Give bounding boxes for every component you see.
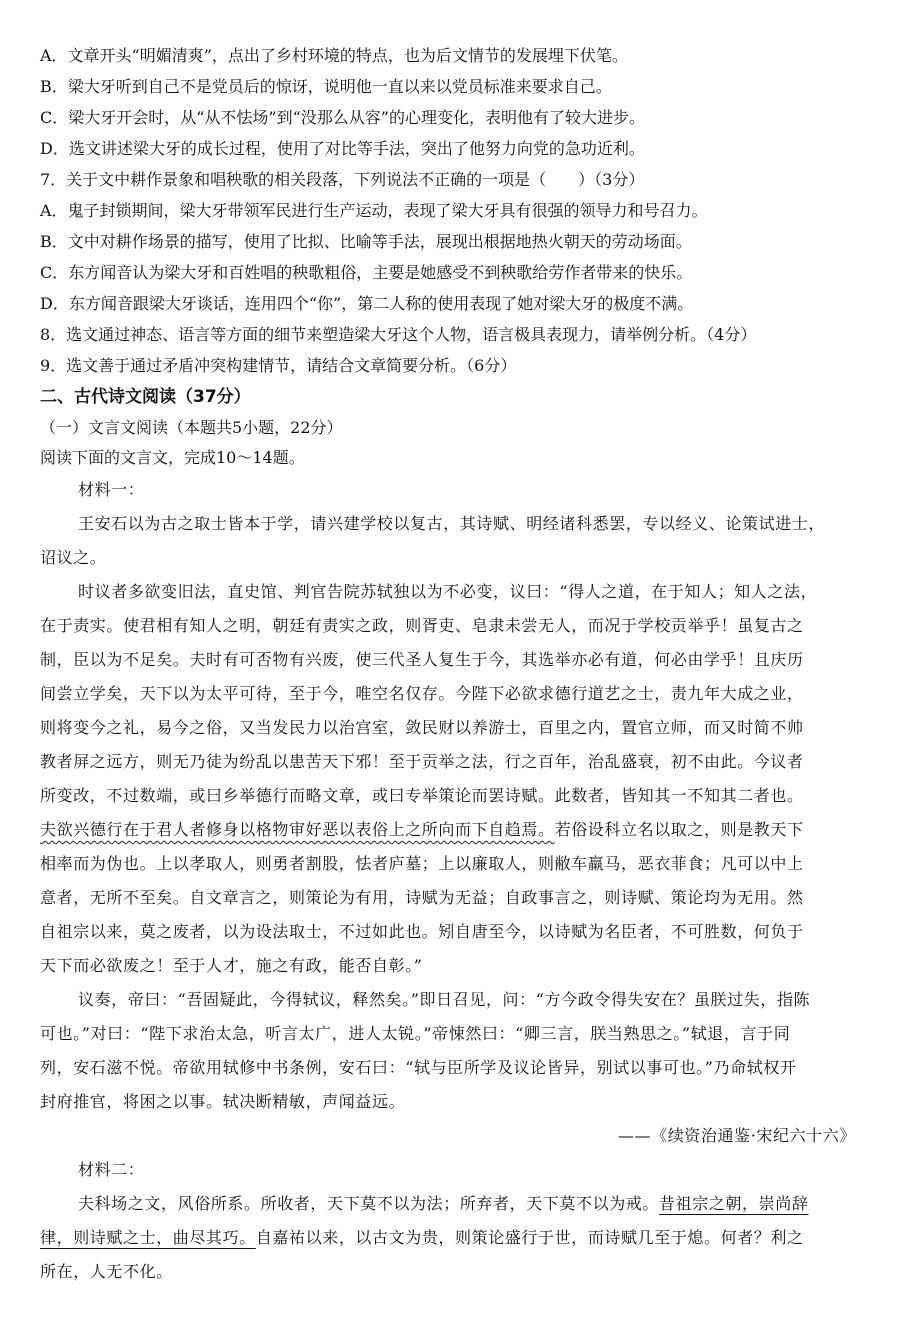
m2-line bbox=[40, 1187, 860, 1221]
m1-p2-wavy-line bbox=[40, 813, 860, 847]
m1-p3-line: 可也。”对曰：“陛下求治太急，听言太广，进人太锐。”帝悚然曰：“卿三言，朕当熟思之。”轼退，言于同 bbox=[40, 1024, 791, 1043]
section-2-title: 二、古代诗文阅读（37分） bbox=[40, 387, 251, 407]
q6-option-a: A．文章开头“明媚清爽”，点出了乡村环境的特点，也为后文情节的发展埋下伏笔。 bbox=[40, 46, 628, 65]
m2-line bbox=[40, 1221, 860, 1255]
q7-option-a: A．鬼子封锁期间，梁大牙带领军民进行生产运动，表现了梁大牙具有很强的领导力和号召力。 bbox=[40, 201, 708, 220]
question-8: 8．选文通过神态、语言等方面的细节来塑造梁大牙这个人物，语言极具表现力，请举例分析。（4分） bbox=[40, 325, 757, 344]
q6-option-c: C．梁大牙开会时，从“从不怯场”到“没那么从容”的心理变化，表明他有了较大进步。 bbox=[40, 108, 645, 127]
m1-p2-line: 相率而为伪也。上以孝取人，则勇者割股，怯者庐墓；上以廉取人，则敝车羸马，恶衣菲食；凡可以中上 bbox=[40, 854, 804, 873]
m1-p2-wavy-rest: 若俗设科立名以取之，则是教天下 bbox=[554, 820, 804, 839]
question-7 bbox=[40, 164, 860, 319]
q6-option-b: B．梁大牙听到自己不是党员后的惊讶，说明他一直以来以党员标准来要求自己。 bbox=[40, 77, 612, 96]
section-2-instruction: 阅读下面的文言文，完成10～14题。 bbox=[40, 448, 305, 467]
m1-p2-line: 则将变今之礼，易今之俗，又当发民力以治宫室，敛民财以养游士，百里之内，置官立师，而又时简不帅 bbox=[40, 718, 804, 737]
section-2-part-1: （一）文言文阅读（本题共5小题，22分） bbox=[40, 418, 343, 437]
material-2 bbox=[40, 1153, 860, 1289]
m1-p3-line: 议奏，帝曰：“吾固疑此，今得轼议，释然矣。”即日召见，问：“方今政令得失安在？虽朕过失，指陈 bbox=[78, 990, 811, 1009]
m1-p2-line: 时议者多欲变旧法，直史馆、判官告院苏轼独以为不必变，议曰：“得人之道，在于知人；知人之法， bbox=[78, 582, 818, 601]
m2-plain-text: 夫科场之文，风俗所系。所收者，天下莫不以为法；所弃者，天下莫不以为戒。 bbox=[78, 1194, 660, 1213]
m2-plain-text: 自嘉祐以来，以古文为贵，则策论盛行于世，而诗赋几至于熄。何者？利之 bbox=[255, 1228, 804, 1247]
m1-p2-line: 所变改，不过数端，或曰乡举德行而略文章，或曰专举策论而罢诗赋。此数者，皆知其一不知其二者也。 bbox=[40, 786, 804, 805]
underlined-sentence: 律，则诗赋之士，曲尽其巧。 bbox=[40, 1228, 256, 1247]
exam-page bbox=[40, 40, 860, 1289]
q7-stem: 7．关于文中耕作景象和唱秧歌的相关段落，下列说法不正确的一项是（ ）（3分） bbox=[40, 170, 645, 189]
material-1-label: 材料一： bbox=[78, 480, 145, 499]
material-2-label: 材料二： bbox=[78, 1160, 145, 1179]
m1-p1-line: 诏议之。 bbox=[40, 548, 107, 567]
material-1-source: ——《续资治通鉴·宋纪六十六》 bbox=[617, 1126, 856, 1145]
m1-p2-line: 制，臣以为不足矣。夫时有可否物有兴废，使三代圣人复生于今，其选举亦必有道，何必由学乎！且庆历 bbox=[40, 650, 804, 669]
m1-p2-line: 教者屏之远方，则无乃徒为纷乱以患苦天下邪！至于贡举之法，行之百年，治乱盛衰，初不由此。今议者 bbox=[40, 752, 804, 771]
m1-p2-line: 天下而必欲废之！至于人才，施之有政，能否自彰。” bbox=[40, 956, 423, 975]
question-6-options bbox=[40, 40, 860, 164]
m1-p2-line: 在于责实。使君相有知人之明，朝廷有责实之政，则胥吏、皂隶未尝无人，而况于学校贡举乎！虽复古之 bbox=[40, 616, 804, 635]
question-9: 9．选文善于通过矛盾冲突构建情节，请结合文章简要分析。（6分） bbox=[40, 356, 517, 375]
q7-option-b: B．文中对耕作场景的描写，使用了比拟、比喻等手法，展现出根据地热火朝天的劳动场面。 bbox=[40, 232, 692, 251]
q7-option-c: C．东方闻音认为梁大牙和百姓唱的秧歌粗俗，主要是她感受不到秧歌给劳作者带来的快乐。 bbox=[40, 263, 693, 282]
m1-p2-line: 自祖宗以来，莫之废者，以为设法取士，不过如此也。矧自唐至今，以诗赋为名臣者，不可胜数，何负于 bbox=[40, 922, 804, 941]
q6-option-d: D．选文讲述梁大牙的成长过程，使用了对比等手法，突出了他努力向党的急功近利。 bbox=[40, 139, 645, 158]
m1-p3-line: 列，安石滋不悦。帝欲用轼修中书条例，安石曰：“轼与臣所学及议论皆异，别试以事可也。”乃命轼权开 bbox=[40, 1058, 797, 1077]
m1-p2-line: 意者，无所不至矣。自文章言之，则策论为有用，诗赋为无益；自政事言之，则诗赋、策论均为无用。然 bbox=[40, 888, 804, 907]
q7-option-d: D．东方闻音跟梁大牙谈话，连用四个“你”，第二人称的使用表现了她对梁大牙的极度不满。 bbox=[40, 294, 694, 313]
underlined-sentence: 昔祖宗之朝，崇尚辞 bbox=[659, 1194, 809, 1213]
m1-p2-line: 间尝立学矣，天下以为太平可待，至于今，唯空名仅存。今陛下必欲求德行道艺之士，责九年大成之业， bbox=[40, 684, 804, 703]
m1-p3-line: 封府推官，将困之以事。轼决断精敏，声闻益远。 bbox=[40, 1092, 406, 1111]
m2-line: 所在，人无不化。 bbox=[40, 1262, 173, 1281]
wavy-underlined-sentence: 夫欲兴德行在于君人者修身以格物审好恶以表俗上之所向而下自趋焉。 bbox=[40, 820, 555, 839]
m1-p1-line: 王安石以为古之取士皆本于学，请兴建学校以复古，其诗赋、明经诸科悉罢，专以经义、论策试进士， bbox=[78, 514, 826, 533]
material-1 bbox=[40, 473, 860, 1153]
